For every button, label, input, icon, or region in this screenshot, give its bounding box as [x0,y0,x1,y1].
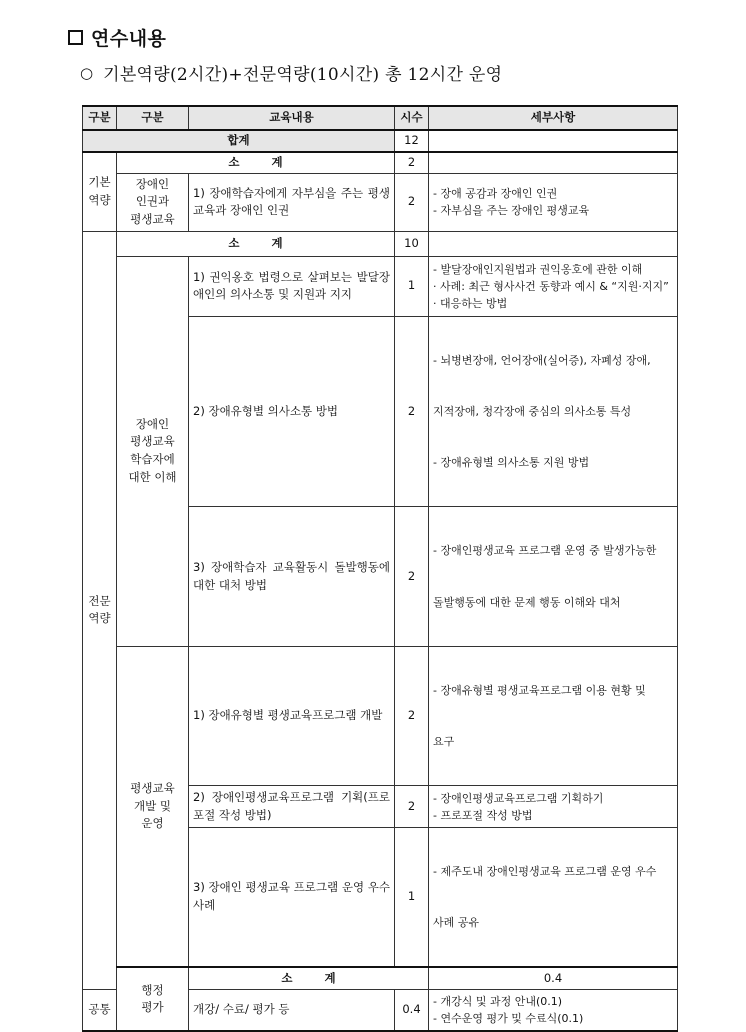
detail-line: - 개강식 및 과정 안내(0.1) [433,995,563,1009]
detail-line: 요구 [433,734,455,748]
table-row [83,173,678,231]
content-cell: 1) 장애유형별 평생교육프로그램 개발 [189,646,395,785]
hours-cell: 2 [395,173,429,231]
content-cell: 1) 장애학습자에게 자부심을 주는 평생교육과 장애인 인권 [189,173,395,231]
table-row [83,646,678,785]
content-cell: 3) 장애학습자 교육활동시 돌발행동에 대한 대처 방법 [189,507,395,646]
total-row [83,130,678,152]
curriculum-table [82,105,678,1032]
subheading [80,60,502,85]
group-learner-understanding: 장애인 평생교육 학습자에 대한 이해 [117,256,189,646]
subtotal-hours: 0.4 [429,967,678,989]
detail-line: - 장애 공감과 장애인 인권 [433,187,558,201]
table-header-row [83,106,678,130]
hours-cell: 2 [395,646,429,785]
circle-bullet-icon: ○ [80,63,94,82]
detail-line: - 장애유형별 평생교육프로그램 이용 현황 및 [433,683,646,697]
content-cell: 2) 장애인평생교육프로그램 기획(프로포절 작성 방법) [189,786,395,828]
subtotal-hours: 2 [395,152,429,173]
section-title: 연수내용 [91,28,167,50]
details-cell [429,646,678,785]
group-basic: 장애인 인권과 평생교육 [117,173,189,231]
subtotal-label: 소 계 [117,152,395,173]
content-cell: 3) 장애인 평생교육 프로그램 운영 우수사례 [189,828,395,968]
category-admin: 행정 평가 [117,967,189,1031]
detail-line: - 자부심을 주는 장애인 평생교육 [433,204,590,218]
detail-line: - 장애유형별 의사소통 지원 방법 [433,456,590,470]
empty-cell [429,231,678,256]
content-cell: 1) 권익옹호 법령으로 살펴보는 발달장애인의 의사소통 및 지원과 지지 [189,256,395,316]
detail-line: - 장애인평생교육 프로그램 운영 중 발생가능한 [433,544,657,558]
section-heading [68,24,166,51]
detail-line: 사례 공유 [433,916,480,930]
detail-line: - 연수운영 평가 및 수료식(0.1) [433,1012,584,1026]
header-content: 교육내용 [189,106,395,130]
detail-line: - 발달장애인지원법과 권익옹호에 관한 이해 [433,262,643,276]
total-details [429,130,678,152]
detail-line: - 제주도내 장애인평생교육 프로그램 운영 우수 [433,865,657,879]
details-cell [429,507,678,646]
table-row [83,967,678,989]
category-professional: 전문 역량 [83,231,117,989]
total-label: 합계 [83,130,395,152]
table-row [83,231,678,256]
table-row [83,152,678,173]
detail-line: 돌발행동에 대한 문제 행동 이해와 대처 [433,595,621,609]
content-cell: 2) 장애유형별 의사소통 방법 [189,316,395,507]
detail-line: - 프로포절 작성 방법 [433,808,533,822]
header-category: 구분 [83,106,117,130]
hours-cell: 0.4 [395,989,429,1031]
hours-cell: 2 [395,786,429,828]
empty-cell [429,152,678,173]
details-cell [429,256,678,316]
detail-line: 지적장애, 청각장애 중심의 의사소통 특성 [433,405,632,419]
table-row [83,256,678,316]
subtotal-label: 소 계 [117,231,395,256]
detail-line: · 대응하는 방법 [433,296,508,310]
detail-line: · 사례: 최근 형사사건 동향과 예시 & “지원·지지” [433,279,669,293]
details-cell [429,316,678,507]
subheading-text: 기본역량(2시간)+전문역량(10시간) 총 12시간 운영 [103,65,503,85]
content-cell: 개강/ 수료/ 평가 등 [189,989,395,1031]
hours-cell: 1 [395,256,429,316]
hours-cell: 1 [395,828,429,968]
subtotal-label: 소 계 [189,967,429,989]
header-subcategory: 구분 [117,106,189,130]
detail-line: - 뇌병변장애, 언어장애(실어증), 자폐성 장애, [433,353,651,367]
detail-line: - 장애인평생교육프로그램 기획하기 [433,791,604,805]
group-common: 공통 [83,989,117,1031]
details-cell [429,989,678,1031]
header-details: 세부사항 [429,106,678,130]
total-hours: 12 [395,130,429,152]
category-basic: 기본 역량 [83,152,117,231]
hours-cell: 2 [395,507,429,646]
subtotal-hours: 10 [395,231,429,256]
details-cell [429,786,678,828]
hours-cell: 2 [395,316,429,507]
group-program-development: 평생교육 개발 및 운영 [117,646,189,967]
header-hours: 시수 [395,106,429,130]
details-cell [429,173,678,231]
details-cell [429,828,678,968]
checkbox-square-icon [68,30,83,45]
